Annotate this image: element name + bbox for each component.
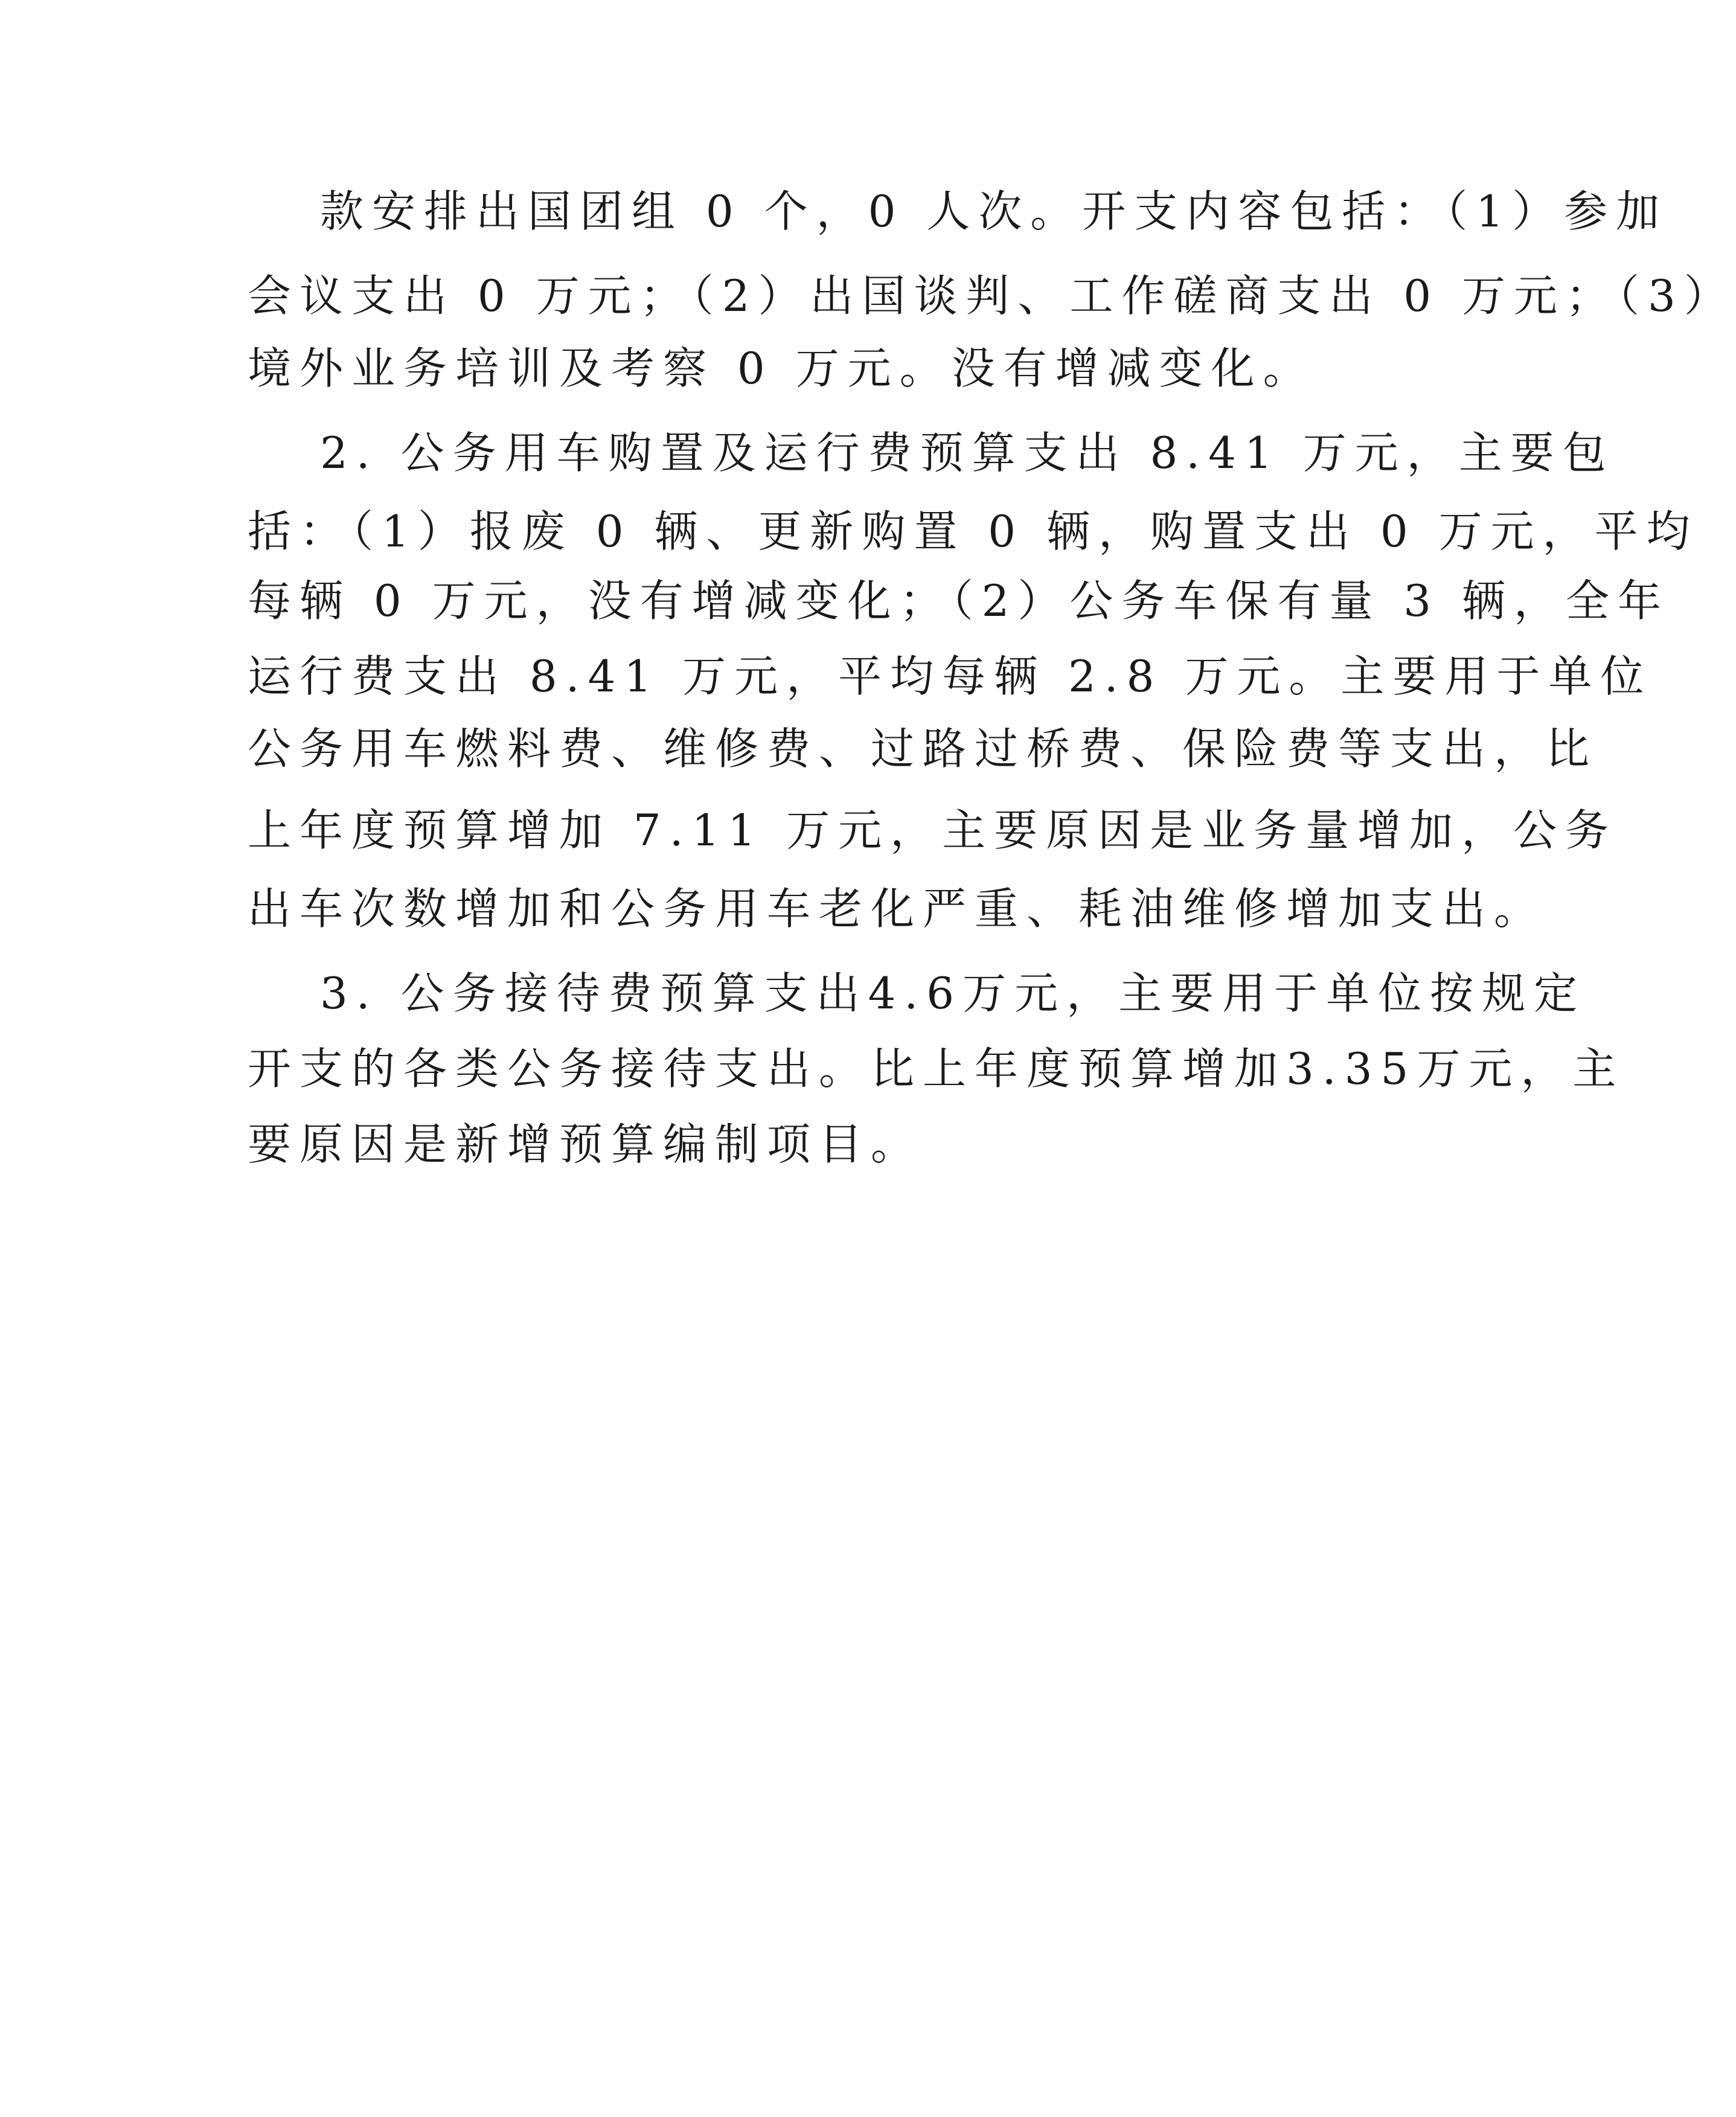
text-line: 要原因是新增预算编制项目。 xyxy=(248,1119,923,1170)
text-line: 每辆 0 万元，没有增减变化；（2）公务车保有量 3 辆，全年 xyxy=(248,575,1670,626)
text-line: 境外业务培训及考察 0 万元。没有增减变化。 xyxy=(248,343,1315,394)
text-line: 会议支出 0 万元；（2）出国谈判、工作磋商支出 0 万元；（3） xyxy=(248,271,1736,321)
text-line: 开支的各类公务接待支出。比上年度预算增加3.35万元，主 xyxy=(248,1043,1625,1094)
text-line: 公务用车燃料费、维修费、过路过桥费、保险费等支出，比 xyxy=(248,723,1598,774)
text-line: 款安排出国团组 0 个，0 人次。开支内容包括：（1）参加 xyxy=(320,186,1668,237)
text-line: 出车次数增加和公务用车老化严重、耗油维修增加支出。 xyxy=(248,883,1546,934)
text-line: 上年度预算增加 7.11 万元，主要原因是业务量增加，公务 xyxy=(248,805,1618,856)
text-line: 3. 公务接待费预算支出4.6万元，主要用于单位按规定 xyxy=(320,968,1586,1019)
text-line: 括：（1）报废 0 辆、更新购置 0 辆，购置支出 0 万元，平均 xyxy=(248,506,1699,557)
text-line: 2. 公务用车购置及运行费预算支出 8.41 万元，主要包 xyxy=(320,428,1615,478)
text-line: 运行费支出 8.41 万元，平均每辆 2.8 万元。主要用于单位 xyxy=(248,651,1653,702)
